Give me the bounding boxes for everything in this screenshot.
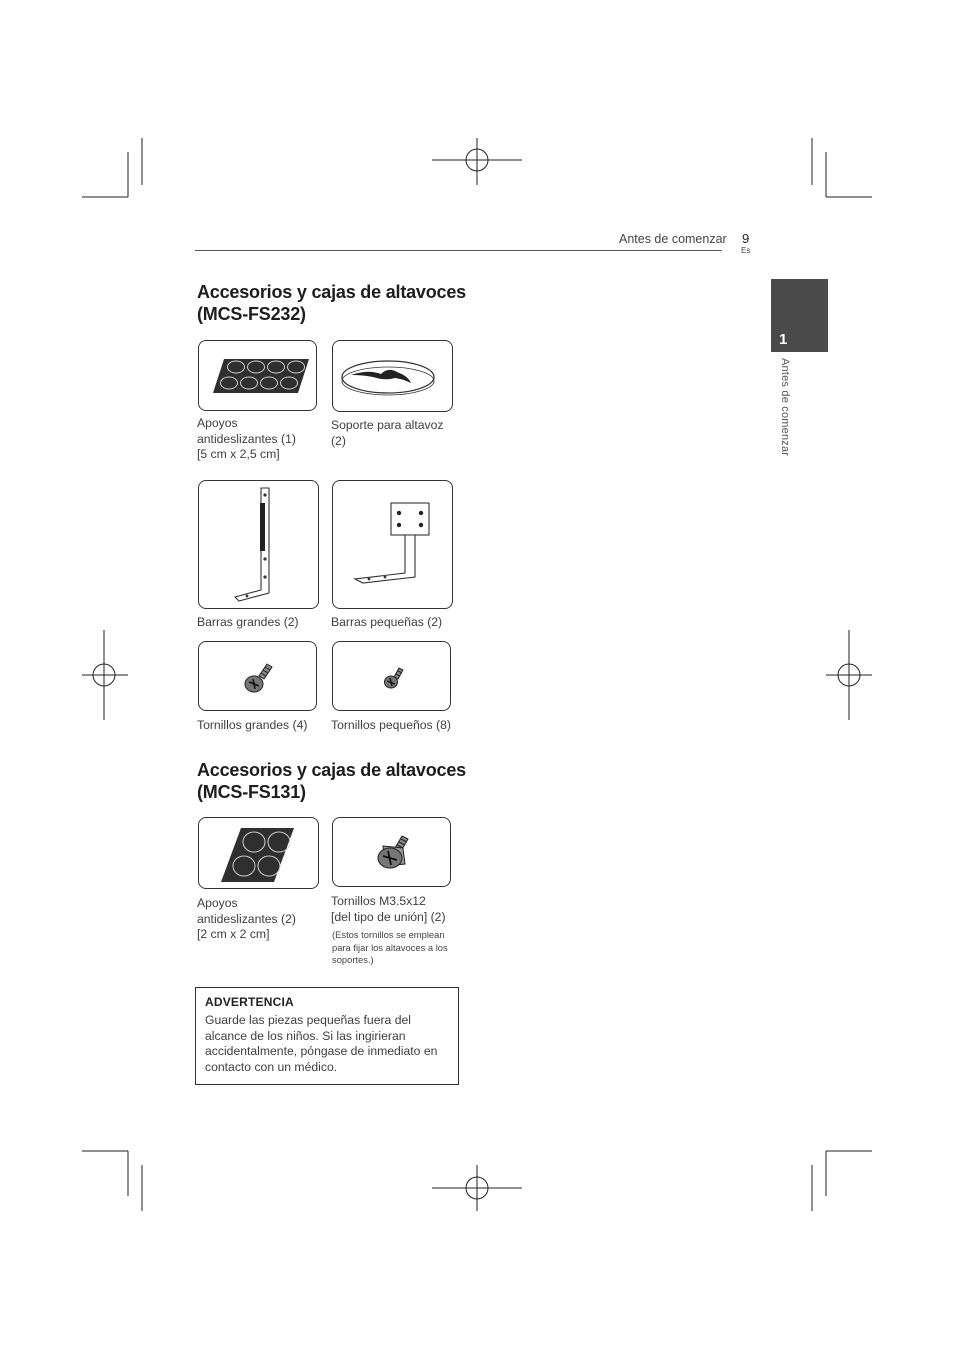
chapter-tab — [771, 279, 828, 352]
note-line: (Estos tornillos se emplean — [332, 929, 445, 940]
caption-m35-screw-note — [332, 929, 448, 967]
accessory-image-pads-small — [198, 817, 319, 889]
section-title-fs232-line2: (MCS-FS232) — [197, 304, 306, 324]
accessory-image-small-screw — [332, 641, 451, 711]
large-bar-icon — [199, 481, 320, 610]
caption-line: antideslizantes (1) — [197, 431, 296, 446]
large-screw-icon — [199, 642, 318, 712]
chapter-side-label: Antes de comenzar — [779, 358, 791, 457]
speaker-stand-disc-icon — [333, 341, 454, 413]
accessory-image-speaker-stand — [332, 340, 453, 412]
caption-line: [5 cm x 2,5 cm] — [197, 447, 280, 461]
caption-small-bar: Barras pequeñas (2) — [331, 615, 443, 629]
caption-large-screw: Tornillos grandes (4) — [197, 718, 308, 732]
caption-line: Soporte para altavoz — [331, 418, 444, 432]
caption-pads-large — [197, 416, 296, 463]
caption-large-bar: Barras grandes (2) — [197, 615, 299, 629]
caption-line: [2 cm x 2 cm] — [197, 927, 270, 941]
chapter-number: 1 — [779, 331, 788, 348]
m35-screw-icon — [333, 818, 452, 888]
caption-pads-small — [197, 896, 296, 943]
caption-line: (2) — [331, 433, 346, 448]
caption-small-screw: Tornillos pequeños (8) — [331, 718, 451, 732]
caption-line: Apoyos — [197, 416, 238, 430]
note-line: soportes.) — [332, 954, 374, 965]
page-language: Es — [741, 246, 751, 255]
caption-m35-screw — [331, 894, 446, 925]
accessory-image-large-screw — [198, 641, 317, 711]
caption-line: Apoyos — [197, 896, 238, 910]
accessory-image-m35-screw — [332, 817, 451, 887]
accessory-image-large-bar — [198, 480, 319, 609]
anti-slip-pads-icon — [199, 341, 318, 412]
small-bar-icon — [333, 481, 454, 610]
section-title-fs131 — [197, 759, 466, 803]
warning-title: ADVERTENCIA — [205, 995, 294, 1009]
section-title-fs131-line2: (MCS-FS131) — [197, 782, 306, 802]
header-rule — [195, 250, 722, 251]
accessory-image-pads-large — [198, 340, 317, 411]
section-title-fs232-line1: Accesorios y cajas de altavoces — [197, 282, 466, 302]
caption-speaker-stand — [331, 418, 443, 449]
caption-line: antideslizantes (2) — [197, 911, 296, 926]
caption-line: [del tipo de unión] (2) — [331, 909, 446, 924]
section-title-fs232 — [197, 281, 466, 325]
warning-body: Guarde las piezas pequeñas fuera del alcance de los niños. Si las ingirieran accidentalmente, póngase de inmediato en contacto con un médico. — [205, 1013, 438, 1074]
section-title-fs131-line1: Accesorios y cajas de altavoces — [197, 760, 466, 780]
running-header-section: Antes de comenzar — [619, 232, 727, 246]
note-line: para fijar los altavoces a los — [332, 941, 448, 953]
anti-slip-pads-icon — [199, 818, 320, 890]
small-screw-icon — [333, 642, 452, 712]
warning-box — [195, 987, 459, 1085]
caption-line: Tornillos M3.5x12 — [331, 894, 426, 908]
accessory-image-small-bar — [332, 480, 453, 609]
page-number: 9 — [742, 231, 750, 246]
